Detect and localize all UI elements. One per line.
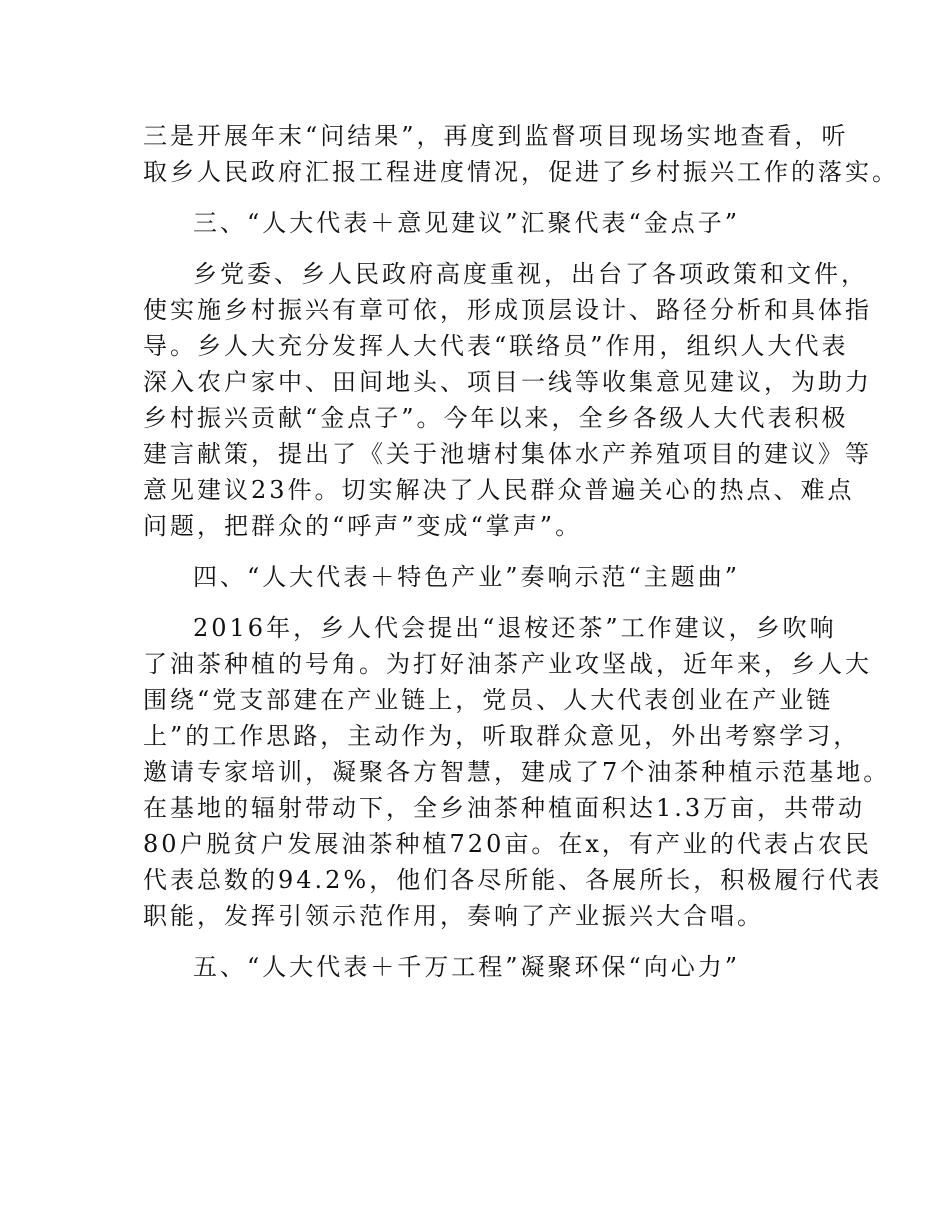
section-heading: 四、“人大代表＋特色产业”奏响示范“主题曲” [193, 563, 741, 591]
section-heading: 三、“人大代表＋意见建议”汇聚代表“金点子” [193, 209, 741, 237]
paragraph-line: 围绕“党支部建在产业链上，党员、人大代表创业在产业链 [143, 686, 834, 714]
paragraph-line: 导。乡人大充分发挥人大代表“联络员”作用，组织人大代表 [143, 332, 849, 360]
document-body [143, 118, 899, 985]
paragraph-line: 问题，把群众的“呼声”变成“掌声”。 [143, 512, 583, 540]
paragraph-line: 80户脱贫户发展油茶种植720亩。在x，有产业的代表占农民 [143, 830, 872, 858]
paragraph-line: 2016年，乡人代会提出“退桉还茶”工作建议，乡吹响 [193, 614, 837, 642]
paragraph-line: 职能，发挥引领示范作用，奏响了产业振兴大合唱。 [143, 902, 764, 930]
paragraph-line: 邀请专家培训，凝聚各方智慧，建成了7个油茶种植示范基地。 [143, 758, 891, 786]
paragraph-line: 深入农户家中、田间地头、项目一线等收集意见建议，为助力 [143, 368, 872, 396]
paragraph-line: 了油茶种植的号角。为打好油茶产业攻坚战，近年来，乡人大 [143, 650, 872, 678]
section-heading: 五、“人大代表＋千万工程”凝聚环保“向心力” [193, 953, 741, 981]
paragraph-line: 三是开展年末“问结果”，再度到监督项目现场实地查看，听 [143, 122, 849, 150]
paragraph-line: 意见建议23件。切实解决了人民群众普遍关心的热点、难点 [143, 476, 855, 504]
paragraph-line: 乡村振兴贡献“金点子”。今年以来，全乡各级人大代表积极 [143, 404, 849, 432]
paragraph-line: 乡党委、乡人民政府高度重视，出台了各项政策和文件， [193, 260, 868, 288]
paragraph-line: 取乡人民政府汇报工程进度情况，促进了乡村振兴工作的落实。 [143, 158, 899, 186]
paragraph-line: 在基地的辐射带动下，全乡油茶种植面积达1.3万亩，共带动 [143, 794, 866, 822]
paragraph-line: 上”的工作思路，主动作为，听取群众意见，外出考察学习， [143, 722, 861, 750]
paragraph-line: 建言献策，提出了《关于池塘村集体水产养殖项目的建议》等 [143, 440, 872, 468]
paragraph-line: 使实施乡村振兴有章可依，形成顶层设计、路径分析和具体指 [143, 296, 872, 324]
paragraph-line: 代表总数的94.2%，他们各尽所能、各展所长，积极履行代表 [143, 866, 883, 894]
